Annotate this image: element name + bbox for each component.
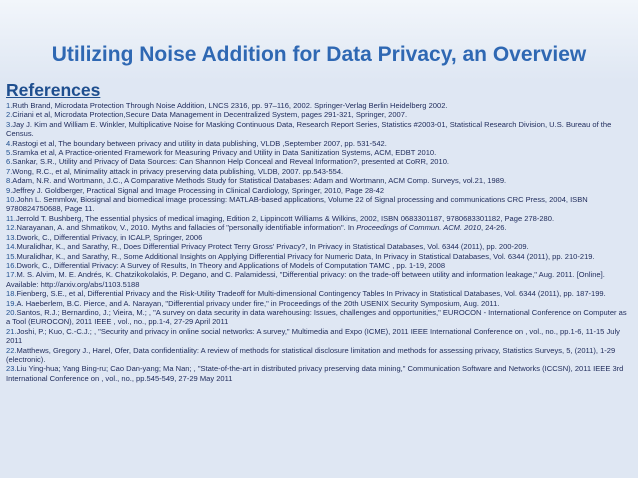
reference-item bbox=[6, 308, 632, 327]
reference-text: Dwork, C., Differential Privacy: A Survey of Results, In Theory and Applications of Models of Computation TAMC , pp. 1-19, 2008 bbox=[16, 260, 446, 270]
reference-text: Muralidhar, K., and Sarathy, R., Some Additional Insights on Applying Differential Privacy for Numeric Data, In Privacy in Statistical Databases, Vol. 6344 (2011), pp. 210-219. bbox=[16, 251, 595, 261]
reference-text: Ciriani et al, Microdata Protection,Secure Data Management in Decentralized System, pages 291-321, Springer, 2007. bbox=[12, 110, 408, 120]
reference-text: Matthews, Gregory J., Harel, Ofer, Data confidentiality: A review of methods for statistical disclosure limitation and methods for assessing privacy, Statistics Surveys, 5, (2011), 1-29 (electronic). bbox=[6, 345, 616, 364]
reference-number: 11. bbox=[6, 213, 16, 223]
reference-item bbox=[6, 157, 632, 166]
reference-item bbox=[6, 176, 632, 185]
reference-text: Rastogi et al, The boundary between privacy and utility in data publishing, VLDB ,September 2007, pp. 531-542. bbox=[12, 138, 387, 148]
reference-number: 18. bbox=[6, 289, 17, 299]
reference-text: Jay J. Kim and William E. Winkler, Multiplicative Noise for Masking Continuous Data, Research Report Series, Statistics #2003-01, Statistical Research Division, U.S. Bureau of the Census. bbox=[6, 119, 612, 139]
reference-number: 5. bbox=[6, 148, 13, 158]
reference-item bbox=[6, 120, 632, 139]
reference-item bbox=[6, 233, 632, 242]
reference-number: 20. bbox=[6, 307, 17, 317]
reference-item bbox=[6, 270, 632, 289]
reference-item bbox=[6, 195, 632, 214]
reference-item bbox=[6, 289, 632, 298]
reference-text-tail: , 24-26. bbox=[480, 223, 507, 233]
reference-item bbox=[6, 346, 632, 365]
reference-number: 17. bbox=[6, 270, 17, 280]
reference-text: Dwork, C., Differential Privacy, in ICALP, Springer, 2006 bbox=[16, 232, 203, 242]
reference-text: Sankar, S.R., Utility and Privacy of Data Sources: Can Shannon Help Conceal and Reveal Information?, presented at CoRR, 2010. bbox=[12, 157, 449, 167]
reference-text: M. S. Alvim, M. E. Andrés, K. Chatzikokolakis, P. Degano, and C. Palamidessi, "Differential privacy: on the trade-off between utility and information leakage," Aug. 2011. [Online]. Available: http://arxiv.org/abs/1103.5188 bbox=[6, 270, 605, 289]
reference-text: Jeffrey J. Goldberger, Practical Signal and Image Processing in Clinical Cardiology, Springer, 2010, Page 28-42 bbox=[12, 185, 385, 195]
reference-item bbox=[6, 148, 632, 157]
reference-number: 2. bbox=[6, 110, 13, 120]
reference-item bbox=[6, 110, 632, 119]
reference-number: 10. bbox=[6, 195, 17, 205]
reference-item bbox=[6, 327, 632, 346]
reference-number: 14. bbox=[6, 242, 17, 252]
reference-number: 8. bbox=[6, 176, 13, 186]
reference-text: John L. Semmlow, Biosignal and biomedical image processing: MATLAB-based applications, Volume 22 of Signal processing and communications CRC Press, 2004, ISBN 9780824750688, Page 11. bbox=[6, 195, 588, 214]
reference-item bbox=[6, 252, 632, 261]
reference-item bbox=[6, 167, 632, 176]
reference-item bbox=[6, 364, 632, 383]
reference-source-italic: Proceedings of Commun. ACM. 2010 bbox=[356, 223, 481, 233]
reference-number: 3. bbox=[6, 119, 13, 129]
reference-item bbox=[6, 139, 632, 148]
slide-title: Utilizing Noise Addition for Data Privacy, an Overview bbox=[51, 43, 587, 66]
reference-number: 12. bbox=[6, 223, 17, 233]
reference-number: 4. bbox=[6, 138, 13, 148]
references-heading: References bbox=[6, 80, 101, 100]
reference-number: 22. bbox=[6, 345, 17, 355]
reference-text: Ruth Brand, Microdata Protection Through Noise Addition, LNCS 2316, pp. 97–116, 2002. Springer-Verlag Berlin Heidelberg 2002. bbox=[12, 101, 448, 110]
reference-number: 1. bbox=[6, 101, 13, 110]
reference-text: Wong, R.C., et al, Minimality attack in privacy preserving data publishing, VLDB, 2007. pp.543-554. bbox=[12, 166, 344, 176]
reference-item bbox=[6, 214, 632, 223]
reference-item bbox=[6, 223, 632, 232]
reference-number: 21. bbox=[6, 326, 17, 336]
reference-number: 19. bbox=[6, 298, 17, 308]
reference-number: 23. bbox=[6, 364, 17, 374]
reference-item bbox=[6, 299, 632, 308]
reference-number: 7. bbox=[6, 166, 13, 176]
reference-item bbox=[6, 261, 632, 270]
references-list bbox=[6, 101, 632, 383]
reference-number: 15. bbox=[6, 251, 17, 261]
reference-number: 6. bbox=[6, 157, 13, 167]
reference-text: Jerrold T. Bushberg, The essential physics of medical imaging, Edition 2, Lippincott Williams & Wilkins, 2002, ISBN 0683301187, 9780683301182, Page 278-280. bbox=[15, 213, 555, 223]
reference-text: Fienberg, S.E., et al, Differential Privacy and the Risk-Utility Tradeoff for Multi-dimensional Contingency Tables In Privacy in Statistical Databases, Vol. 6344 (2011), pp. 187-199. bbox=[16, 289, 606, 299]
reference-text: Joshi, P.; Kuo, C.-C.J.; , "Security and privacy in online social networks: A survey," Multimedia and Expo (ICME), 2011 IEEE International Conference on , vol., no., pp.1-6, 11-15 July 2011 bbox=[6, 326, 620, 346]
reference-text: Narayanan, A. and Shmatikov, V., 2010. Myths and fallacies of "personally identifiable information". In bbox=[16, 223, 357, 233]
reference-text: Sramka et al, A Practice-oriented Framework for Measuring Privacy and Utility in Data Sanitization Systems, ACM, EDBT 2010. bbox=[12, 148, 437, 158]
reference-item bbox=[6, 242, 632, 251]
slide-background bbox=[0, 0, 638, 80]
reference-number: 13. bbox=[6, 232, 17, 242]
reference-item bbox=[6, 101, 632, 110]
reference-item bbox=[6, 186, 632, 195]
reference-text: A. Haeberlem, B.C. Pierce, and A. Narayan, "Differential privacy under fire," in Proceedings of the 20th USENIX Security Symposium, Aug. 2011. bbox=[16, 298, 500, 308]
reference-number: 16. bbox=[6, 260, 17, 270]
reference-text: Muralidhar, K., and Sarathy, R., Does Differential Privacy Protect Terry Gross' Privacy?, In Privacy in Statistical Databases, Vol. 6344 (2011), pp. 200-209. bbox=[16, 242, 529, 252]
reference-text: Santos, R.J.; Bernardino, J.; Vieira, M.; , "A survey on data security in data warehousing: Issues, challenges and opportunities," EUROCON - International Conference on Computer as a Tool (EUROCON), 2011 IEEE , vol., no., pp.1-4, 27-29 April 2011 bbox=[6, 307, 627, 327]
reference-number: 9. bbox=[6, 185, 13, 195]
reference-text: Liu Ying-hua; Yang Bing-ru; Cao Dan-yang; Ma Nan; , "State-of-the-art in distributed privacy preserving data mining," Communication Software and Networks (ICCSN), 2011 IEEE 3rd International Conference on , vol., no., pp.545-549, 27-29 May 2011 bbox=[6, 364, 624, 383]
reference-text: Adam, N.R. and Wortmann, J.C., A Comparative Methods Study for Statistical Databases: Adam and Wortmann, ACM Comp. Surveys, vol.21, 1989. bbox=[12, 176, 507, 186]
